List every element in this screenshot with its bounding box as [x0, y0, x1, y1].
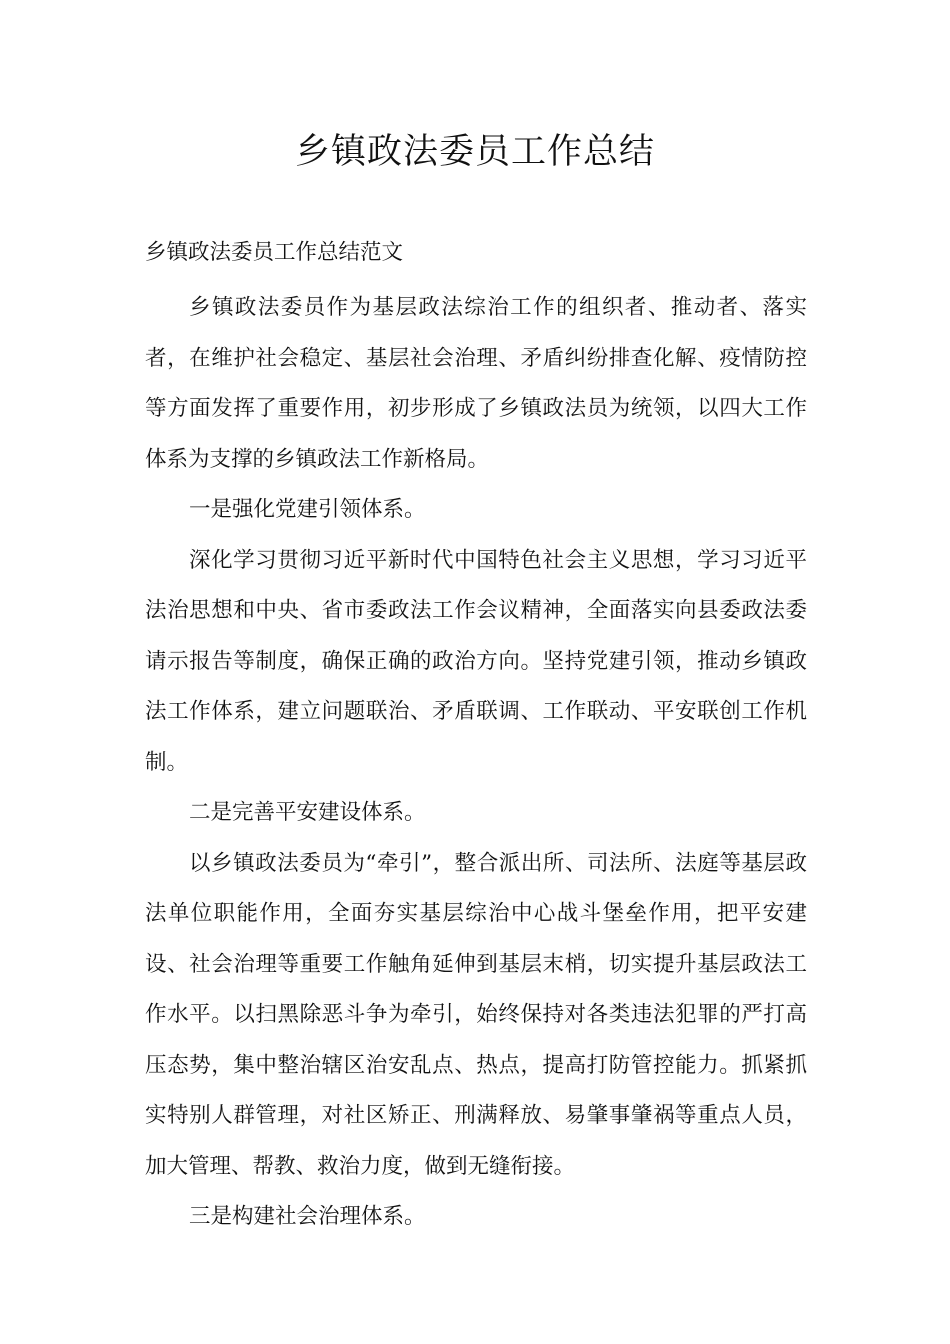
- paragraph-intro: 乡镇政法委员作为基层政法综治工作的组织者、推动者、落实者，在维护社会稳定、基层社会治理、矛盾纠纷排查化解、疫情防控等方面发挥了重要作用，初步形成了乡镇政法员为统领，以四大工作体系为支撑的乡镇政法工作新格局。: [145, 295, 807, 472]
- document-body: [145, 233, 807, 1243]
- paragraph-section-1: 深化学习贯彻习近平新时代中国特色社会主义思想，学习习近平法治思想和中央、省市委政法工作会议精神，全面落实向县委政法委请示报告等制度，确保正确的政治方向。坚持党建引领，推动乡镇政法工作体系，建立问题联治、矛盾联调、工作联动、平安联创工作机制。: [145, 547, 807, 775]
- section-heading-1: 一是强化党建引领体系。: [189, 497, 426, 522]
- section-heading-3: 三是构建社会治理体系。: [189, 1204, 426, 1229]
- section-heading-2: 二是完善平安建设体系。: [189, 800, 426, 825]
- paragraph-section-2: 以乡镇政法委员为“牵引”，整合派出所、司法所、法庭等基层政法单位职能作用，全面夯实基层综治中心战斗堡垒作用，把平安建设、社会治理等重要工作触角延伸到基层末梢，切实提升基层政法工作水平。以扫黑除恶斗争为牵引，始终保持对各类违法犯罪的严打高压态势，集中整治辖区治安乱点、热点，提高打防管控能力。抓紧抓实特别人群管理，对社区矫正、刑满释放、易肇事肇祸等重点人员，加大管理、帮教、救治力度，做到无缝衔接。: [145, 850, 807, 1179]
- document-subtitle: 乡镇政法委员工作总结范文: [145, 240, 404, 265]
- document-title: 乡镇政法委员工作总结: [294, 132, 655, 172]
